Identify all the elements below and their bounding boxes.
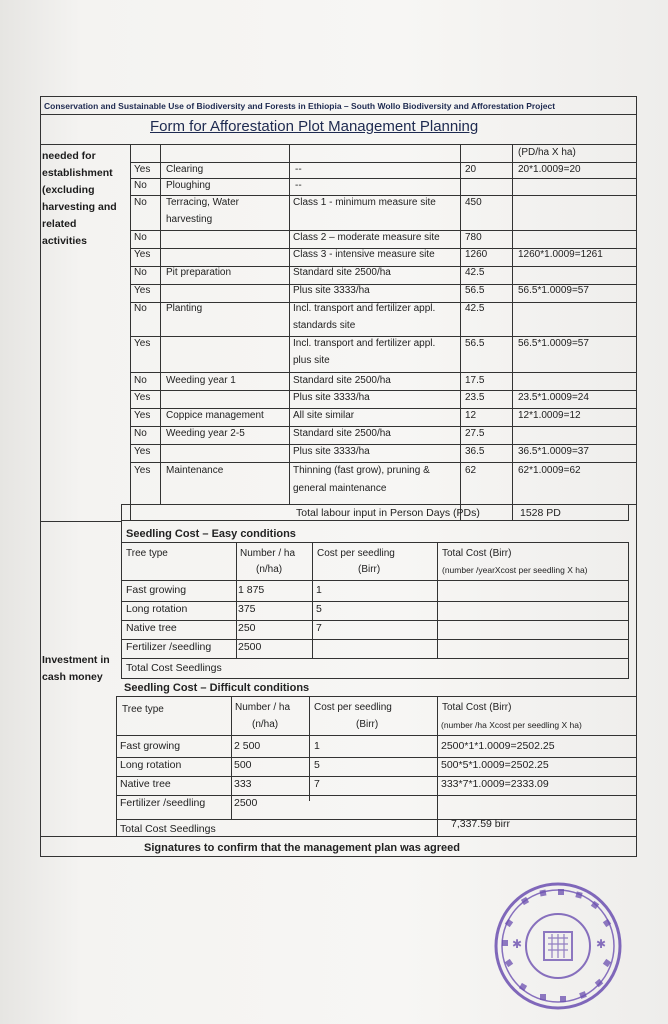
grid-line [121,542,629,543]
table-top-border [40,96,637,97]
grid-line [121,601,629,602]
grid-line [121,678,629,679]
row-condition: Plus site 3333/ha [293,285,370,296]
row-yes-no: No [134,267,147,278]
grid-line [121,658,629,659]
difficult-row-cost: 1 [314,740,320,752]
grid-line [121,620,629,621]
easy-header-total: Total Cost (Birr) [442,548,512,559]
row-condition: Standard site 2500/ha [293,375,391,386]
easy-total-label: Total Cost Seedlings [126,662,222,674]
row-pd-value: 42.5 [465,267,485,278]
row-condition: -- [295,164,302,175]
grid-line [236,542,237,658]
easy-header-num: Number / ha [240,548,296,559]
easy-row-number: 1 875 [238,584,265,596]
easy-row-type: Fertilizer /seedling [126,641,212,653]
grid-line [437,542,438,658]
row-activity: Pit preparation [166,267,232,278]
grid-line [130,462,636,463]
row-activity: Ploughing [166,180,211,191]
row-yes-no: No [134,375,147,386]
row-pd-value: 36.5 [465,446,485,457]
grid-line [437,696,438,837]
grid-line [116,757,637,758]
difficult-row-number: 2 500 [234,740,261,752]
difficult-header-total: Total Cost (Birr) [442,702,512,713]
grid-line [130,144,131,521]
row-pd-value: 1260 [465,249,488,260]
project-header: Conservation and Sustainable Use of Biodiversity and Forests in Ethiopia – South Wollo Biodiversity and Afforestation Project [44,101,556,111]
difficult-row-type: Native tree [120,778,171,790]
easy-section-title: Seedling Cost – Easy conditions [126,528,296,540]
difficult-row-total: 2500*1*1.0009=2502.25 [441,740,555,752]
grid-line [628,504,629,521]
grid-line [116,696,637,697]
signatures-label: Signatures to confirm that the management plan was agreed [144,842,461,854]
grid-line [130,336,636,337]
row-condition: All site similar [293,410,355,421]
row-yes-no: Yes [134,465,151,476]
row-activity: Coppice management [166,410,264,421]
easy-row-number: 2500 [238,641,262,653]
row-activity: Weeding year 1 [166,375,236,386]
row-condition: general maintenance [293,483,387,494]
grid-line [130,426,636,427]
row-yes-no: No [134,428,147,439]
grid-line [130,372,636,373]
row-yes-no: No [134,303,147,314]
grid-line [130,178,636,179]
establishment-label: needed for establishment (excluding harvesting and related activities [42,150,117,247]
row-yes-no: Yes [134,338,151,349]
grid-line [312,542,313,658]
grid-line [121,504,122,521]
row-activity: Planting [166,303,203,314]
grid-line [130,444,636,445]
row-calculation: (PD/ha X ha) [518,147,576,158]
grid-line [116,795,637,796]
row-condition: Plus site 3333/ha [293,392,370,403]
row-condition: Class 3 - intensive measure site [293,249,435,260]
grid-line [121,580,629,581]
grid-line [130,230,636,231]
easy-row-type: Long rotation [126,603,188,615]
easy-row-number: 250 [238,622,256,634]
svg-text:✱: ✱ [596,937,607,951]
difficult-header-total-formula: (number /ha Xcost per seedling X ha) [441,720,582,730]
row-condition: Standard site 2500/ha [293,428,391,439]
difficult-row-total: 500*5*1.0009=2502.25 [441,759,549,771]
row-yes-no: No [134,180,147,191]
difficult-row-number: 333 [234,778,252,790]
row-yes-no: Yes [134,410,151,421]
grid-line [460,144,461,521]
row-pd-value: 56.5 [465,285,485,296]
grid-line [116,776,637,777]
row-pd-value: 12 [465,410,477,421]
grid-line [130,390,636,391]
grid-line [130,408,636,409]
row-yes-no: Yes [134,249,151,260]
row-yes-no: Yes [134,392,151,403]
row-condition: Standard site 2500/ha [293,267,391,278]
difficult-row-type: Long rotation [120,759,182,771]
difficult-header-type: Tree type [122,704,164,715]
difficult-header-num: Number / ha [235,702,291,713]
difficult-row-number: 500 [234,759,252,771]
row-condition: Plus site 3333/ha [293,446,370,457]
difficult-total-label: Total Cost Seedlings [120,823,216,835]
difficult-header-cost-unit: (Birr) [356,719,379,730]
easy-header-cost: Cost per seedling [317,548,395,559]
row-activity: Maintenance [166,465,224,476]
grid-line [121,520,629,521]
row-yes-no: Yes [134,285,151,296]
grid-line [130,162,636,163]
table-left-border [40,96,41,856]
difficult-row-type: Fertilizer /seedling [120,797,206,809]
row-condition: standards site [293,320,356,331]
grid-line [121,639,629,640]
row-calculation: 56.5*1.0009=57 [518,338,589,349]
easy-row-cost: 5 [316,603,322,615]
easy-header-type: Tree type [126,548,168,559]
row-condition: Incl. transport and fertilizer appl. [293,303,436,314]
easy-row-number: 375 [238,603,256,615]
easy-row-type: Native tree [126,622,177,634]
row-pd-value: 450 [465,197,482,208]
row-condition: Class 1 - minimum measure site [293,197,436,208]
difficult-row-cost: 7 [314,778,320,790]
row-yes-no: No [134,232,147,243]
row-calculation: 62*1.0009=62 [518,465,581,476]
grid-line [116,735,637,736]
row-condition: Thinning (fast grow), pruning & [293,465,430,476]
grid-line [309,696,310,801]
row-pd-value: 56.5 [465,338,485,349]
difficult-section-title: Seedling Cost – Difficult conditions [124,682,310,694]
official-stamp-seal [492,880,624,1012]
row-calculation: 56.5*1.0009=57 [518,285,589,296]
difficult-header-num-unit: (n/ha) [252,719,279,730]
grid-line [160,144,161,504]
row-calculation: 12*1.0009=12 [518,410,581,421]
row-activity: Weeding year 2-5 [166,428,245,439]
easy-row-cost: 7 [316,622,322,634]
row-activity: Clearing [166,164,204,175]
table-right-border [636,96,637,856]
grid-line [130,195,636,196]
row-calculation: 36.5*1.0009=37 [518,446,589,457]
grid-line [512,144,513,521]
difficult-total-value: 7,337.59 birr [451,818,510,830]
difficult-row-cost: 5 [314,759,320,771]
easy-row-cost: 1 [316,584,322,596]
labour-total-value: 1528 PD [520,507,561,519]
row-activity: harvesting [166,214,213,225]
row-yes-no: Yes [134,164,151,175]
row-pd-value: 27.5 [465,428,485,439]
difficult-header-cost: Cost per seedling [314,702,392,713]
grid-line [116,696,117,837]
row-yes-no: Yes [134,446,151,457]
difficult-row-total: 333*7*1.0009=2333.09 [441,778,549,790]
easy-header-total-formula: (number /yearXcost per seedling X ha) [442,565,588,575]
easy-header-num-unit: (n/ha) [256,564,283,575]
table-bottom-border [40,856,637,857]
easy-row-type: Fast growing [126,584,187,596]
row-pd-value: 62 [465,465,477,476]
row-calculation: 23.5*1.0009=24 [518,392,589,403]
row-yes-no: No [134,197,147,208]
difficult-row-type: Fast growing [120,740,181,752]
grid-line [116,836,637,837]
difficult-row-number: 2500 [234,797,258,809]
grid-line [121,504,637,505]
row-calculation: 20*1.0009=20 [518,164,581,175]
row-condition: Class 2 – moderate measure site [293,232,440,243]
grid-line [40,836,116,837]
row-pd-value: 23.5 [465,392,485,403]
row-pd-value: 780 [465,232,482,243]
grid-line [289,144,290,504]
row-condition: -- [295,180,302,191]
labour-total-label: Total labour input in Person Days (PDs) [296,507,480,519]
svg-text:✱: ✱ [512,937,523,951]
form-title: Form for Afforestation Plot Management Planning [150,118,479,135]
easy-header-cost-unit: (Birr) [358,564,381,575]
row-pd-value: 17.5 [465,375,485,386]
grid-line [40,521,122,522]
header-divider [40,114,637,115]
row-pd-value: 42.5 [465,303,485,314]
row-activity: Terracing, Water [166,197,239,208]
row-condition: plus site [293,355,330,366]
grid-line [121,521,122,679]
row-calculation: 1260*1.0009=1261 [518,249,603,260]
row-pd-value: 20 [465,164,477,175]
grid-line [116,819,637,820]
investment-label: Investment in cash money [42,654,110,683]
row-condition: Incl. transport and fertilizer appl. [293,338,436,349]
